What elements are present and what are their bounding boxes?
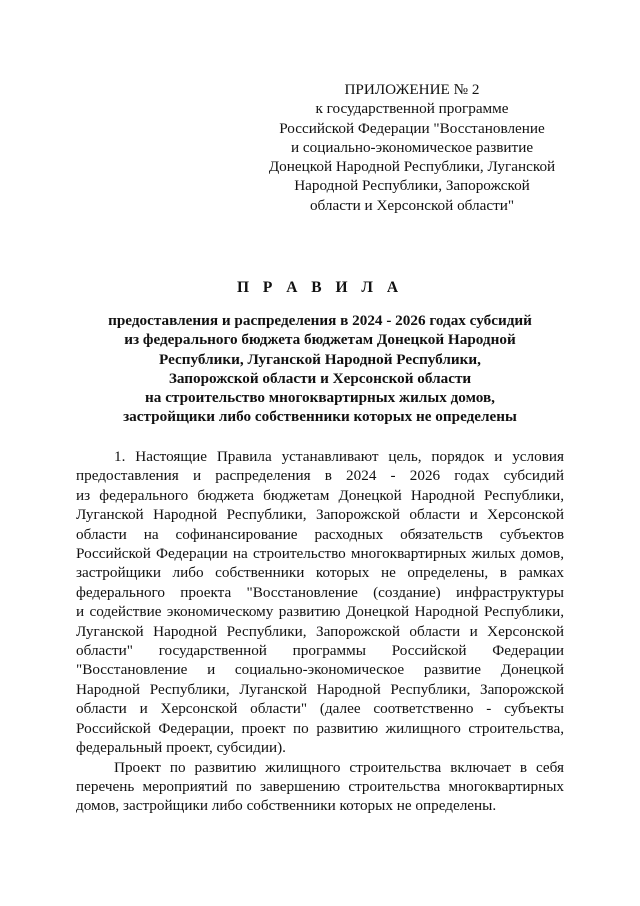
paragraph-line: перечень мероприятий по завершению строительства многоквартирных [76,777,564,795]
paragraph-line: Российской Федерации, проект по развитию жилищного строительства, [76,719,564,737]
title-subtitle [60,311,580,427]
paragraph-line: домов, застройщики либо собственники которых не определены. [76,797,497,815]
appendix-line: Российской Федерации "Восстановление [279,119,545,137]
paragraph-line: федерального проекта "Восстановление (создание) инфраструктуры [76,583,564,601]
title-line: Республики, Луганской Народной Республики, [159,350,481,368]
paragraph-line: Луганской Народной Республики, Запорожской области и Херсонской [76,622,564,640]
paragraph-line: федеральный проект, субсидии). [76,739,286,757]
appendix-line: ПРИЛОЖЕНИЕ № 2 [344,81,480,98]
appendix-header [262,80,562,215]
paragraph-line: 1. Настоящие Правила устанавливают цель, порядок и условия [114,448,564,465]
paragraph-1 [76,447,564,758]
appendix-line: к государственной программе [315,100,509,118]
title-line: Запорожской области и Херсонской области [168,369,472,387]
appendix-line: Донецкой Народной Республики, Луганской [268,158,556,176]
paragraph-line: области на софинансирование расходных обязательств субъектов [76,525,564,543]
paragraph-line: области и Херсонской области" (далее соответственно - субъекты [76,700,564,718]
paragraph-line: Народной Республики, Луганской Народной Республики, Запорожской [76,680,564,698]
document-title [60,278,580,427]
title-line: предоставления и распределения в 2024 - 2026 годах субсидий [108,312,532,329]
title-main: П Р А В И Л А [236,279,404,296]
paragraph-line: "Восстановление и социально-экономическое развитие Донецкой [76,661,564,679]
body-text [76,447,564,816]
title-line: застройщики либо собственники которых не определены [123,408,517,426]
paragraph-line: Луганской Народной Республики, Запорожской области и Херсонской [76,506,564,524]
paragraph-line: Российской Федерации на строительство многоквартирных жилых домов, [76,545,564,563]
title-line: из федерального бюджета бюджетам Донецкой Народной [124,331,516,349]
appendix-line: области и Херсонской области" [309,196,515,214]
appendix-line: Народной Республики, Запорожской [294,177,530,195]
paragraph-line: застройщики либо собственники которых не определены, в рамках [76,564,564,582]
paragraph-line: и содействие экономическому развитию Донецкой Народной Республики, [76,603,564,621]
paragraph-line: предоставления и распределения в 2024 - 2026 годах субсидий [76,467,564,485]
paragraph-line: области" государственной программы Российской Федерации [76,642,564,660]
title-line: на строительство многоквартирных жилых домов, [145,389,495,407]
paragraph-line: Проект по развитию жилищного строительства включает в себя [114,758,564,776]
appendix-line: и социально-экономическое развитие [290,138,534,156]
paragraph-2 [76,758,564,816]
paragraph-line: из федерального бюджета бюджетам Донецкой Народной Республики, [76,486,564,504]
